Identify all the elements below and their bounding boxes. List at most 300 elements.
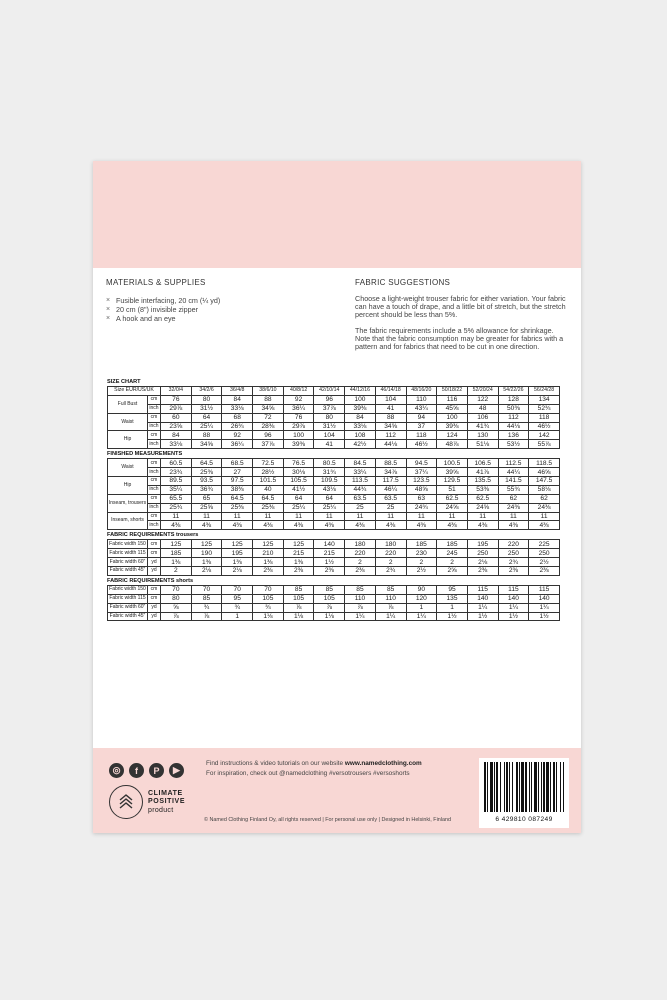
unit-cell: inch xyxy=(149,504,159,511)
value-cell: 31½ xyxy=(314,422,345,431)
social-icons xyxy=(109,763,184,778)
table-section-title: FABRIC REQUIREMENTS shorts xyxy=(107,577,194,584)
value-cell: 118.5 xyxy=(529,459,560,468)
value-cell: 2⅜ xyxy=(345,567,376,576)
value-cell: 84 xyxy=(222,395,253,404)
value-cell: 41⅞ xyxy=(467,468,498,477)
supply-item xyxy=(106,296,306,305)
barcode-bar xyxy=(553,762,555,812)
table-row xyxy=(108,558,560,567)
value-cell: 190 xyxy=(191,549,222,558)
value-cell: 64.5 xyxy=(222,494,253,503)
value-cell: 134 xyxy=(529,395,560,404)
unit-cell: yd xyxy=(148,603,161,612)
value-cell: 33⅛ xyxy=(161,440,192,449)
value-cell: 94 xyxy=(406,413,437,422)
value-cell: 70 xyxy=(253,585,284,594)
value-cell: 24⅝ xyxy=(437,503,468,512)
value-cell: 106.5 xyxy=(467,459,498,468)
value-cell: 185 xyxy=(161,549,192,558)
value-cell: 24⅝ xyxy=(467,503,498,512)
value-cell: 92 xyxy=(222,431,253,440)
value-cell: 94.5 xyxy=(406,459,437,468)
size-header-cell: 46/14/18 xyxy=(375,387,406,396)
value-cell: 108 xyxy=(345,431,376,440)
supply-item xyxy=(106,305,306,314)
measurement-table xyxy=(107,539,560,576)
size-header-cell: 54/22/26 xyxy=(498,387,529,396)
value-cell: 180 xyxy=(375,540,406,549)
value-cell: 55¾ xyxy=(498,485,529,494)
value-cell: 11 xyxy=(375,512,406,521)
value-cell: 129.5 xyxy=(437,477,468,486)
value-cell: 125 xyxy=(253,540,284,549)
value-cell: 104 xyxy=(314,431,345,440)
row-label: Hip xyxy=(108,477,148,495)
value-cell: 31¾ xyxy=(314,468,345,477)
row-label: Fabric width 115 xyxy=(109,595,146,602)
value-cell: 70 xyxy=(191,585,222,594)
value-cell: 115 xyxy=(467,585,498,594)
value-cell: 90 xyxy=(406,585,437,594)
value-cell: 64.5 xyxy=(191,459,222,468)
value-cell: 24⅜ xyxy=(529,503,560,512)
table-row xyxy=(108,485,560,494)
footer-info xyxy=(206,759,422,778)
value-cell: 1⅛ xyxy=(283,612,314,621)
value-cell: 34⅝ xyxy=(253,404,284,413)
value-cell: 25¾ xyxy=(161,503,192,512)
value-cell: 43⅛ xyxy=(314,485,345,494)
value-cell: 105 xyxy=(283,594,314,603)
value-cell: 128 xyxy=(498,395,529,404)
value-cell: 76.5 xyxy=(283,459,314,468)
value-cell: 53½ xyxy=(498,440,529,449)
value-cell: 45⅝ xyxy=(437,404,468,413)
row-label: Waist xyxy=(108,459,148,477)
value-cell: 25¼ xyxy=(283,503,314,512)
value-cell: 37⅞ xyxy=(314,404,345,413)
value-cell: 46⅝ xyxy=(529,468,560,477)
value-cell: 11 xyxy=(467,512,498,521)
value-cell: 39⅝ xyxy=(437,468,468,477)
value-cell: 36¾ xyxy=(191,485,222,494)
row-label: Fabric width 45" xyxy=(108,567,148,576)
value-cell: 51⅛ xyxy=(467,440,498,449)
value-cell: 88 xyxy=(191,431,222,440)
value-cell: 11 xyxy=(406,512,437,521)
website-line xyxy=(206,759,422,769)
value-cell: 2 xyxy=(406,558,437,567)
value-cell: 4⅜ xyxy=(529,521,560,530)
supply-item xyxy=(106,314,306,323)
value-cell: 85 xyxy=(345,585,376,594)
unit-cell: inch xyxy=(149,468,159,475)
barcode-bar xyxy=(563,762,564,812)
size-header-cell: 36/4/8 xyxy=(222,387,253,396)
youtube-icon[interactable]: ▶ xyxy=(169,763,184,778)
value-cell: 48⅝ xyxy=(406,485,437,494)
value-cell: 2½ xyxy=(406,567,437,576)
materials-title: MATERIALS & SUPPLIES xyxy=(106,278,206,287)
barcode-bar xyxy=(543,762,545,812)
value-cell: 36¼ xyxy=(222,440,253,449)
value-cell: 27 xyxy=(222,468,253,477)
table-row xyxy=(108,612,560,621)
value-cell: 125 xyxy=(283,540,314,549)
value-cell: 23⅝ xyxy=(161,422,192,431)
value-cell: 215 xyxy=(314,549,345,558)
value-cell: 68 xyxy=(222,413,253,422)
value-cell: 11 xyxy=(253,512,284,521)
value-cell: 39⅜ xyxy=(283,440,314,449)
value-cell: 40 xyxy=(253,485,284,494)
value-cell: 4⅜ xyxy=(161,521,192,530)
value-cell: 95 xyxy=(437,585,468,594)
table-row xyxy=(108,395,560,404)
value-cell: ¾ xyxy=(222,603,253,612)
barcode-bar xyxy=(546,762,549,812)
value-cell: 220 xyxy=(345,549,376,558)
value-cell: 4⅜ xyxy=(467,521,498,530)
value-cell: 1⅜ xyxy=(191,558,222,567)
row-label: Inseam, trousers xyxy=(108,494,148,512)
value-cell: 43¼ xyxy=(406,404,437,413)
value-cell: 33⅛ xyxy=(345,422,376,431)
unit-cell: cm xyxy=(148,431,161,440)
value-cell: 1 xyxy=(437,603,468,612)
value-cell: 118 xyxy=(529,413,560,422)
unit-cell: inch xyxy=(149,423,159,429)
size-header-label: Size EUR/US/UK xyxy=(108,387,161,396)
facebook-icon[interactable]: f xyxy=(129,763,144,778)
value-cell: 60 xyxy=(161,413,192,422)
barcode-number: 6 429810 087249 xyxy=(495,816,553,823)
value-cell: 4⅜ xyxy=(345,521,376,530)
size-header-cell: 34/2/6 xyxy=(191,387,222,396)
value-cell: 215 xyxy=(283,549,314,558)
value-cell: 1⅜ xyxy=(161,558,192,567)
size-header-cell: 52/20/24 xyxy=(467,387,498,396)
value-cell: 2⅜ xyxy=(498,567,529,576)
pinterest-icon[interactable]: P xyxy=(149,763,164,778)
barcode xyxy=(479,758,569,828)
unit-cell: inch xyxy=(149,486,159,493)
value-cell: 25¼ xyxy=(314,503,345,512)
row-label: Fabric width 115 xyxy=(109,549,146,556)
value-cell: 2 xyxy=(437,558,468,567)
supply-text: 20 cm (8") invisible zipper xyxy=(116,305,199,314)
table-row xyxy=(108,413,560,422)
table-row xyxy=(108,422,560,431)
value-cell: 33¼ xyxy=(345,468,376,477)
instagram-icon[interactable]: ◎ xyxy=(109,763,124,778)
value-cell: 52¾ xyxy=(529,404,560,413)
row-label: Full Bust xyxy=(108,395,148,413)
value-cell: 11 xyxy=(529,512,560,521)
value-cell: 118 xyxy=(406,431,437,440)
value-cell: 100 xyxy=(283,431,314,440)
supply-text: Fusible interfacing, 20 cm (¼ yd) xyxy=(116,296,221,305)
value-cell: 1¼ xyxy=(498,603,529,612)
size-header-cell: 48/16/20 xyxy=(406,387,437,396)
value-cell: 104 xyxy=(375,395,406,404)
value-cell: 88 xyxy=(253,395,284,404)
value-cell: 141.5 xyxy=(498,477,529,486)
value-cell: ¾ xyxy=(253,603,284,612)
value-cell: 41 xyxy=(375,404,406,413)
value-cell: 37⅞ xyxy=(253,440,284,449)
value-cell: 105.5 xyxy=(283,477,314,486)
value-cell: 48 xyxy=(467,404,498,413)
barcode-bar xyxy=(538,762,539,812)
barcode-bar xyxy=(519,762,520,812)
value-cell: 4⅜ xyxy=(253,521,284,530)
supply-text: A hook and an eye xyxy=(116,314,176,323)
size-header-cell: 50/18/22 xyxy=(437,387,468,396)
pink-header-band xyxy=(93,161,581,268)
table-row xyxy=(108,477,560,486)
value-cell: 29⅞ xyxy=(161,404,192,413)
size-header-cell: 42/10/14 xyxy=(314,387,345,396)
value-cell: 48⅞ xyxy=(437,440,468,449)
bullet-x-icon: × xyxy=(106,315,111,322)
value-cell: 122 xyxy=(467,395,498,404)
supplies-list xyxy=(106,296,306,323)
value-cell: 1⅜ xyxy=(253,558,284,567)
value-cell: 142 xyxy=(529,431,560,440)
value-cell: 76 xyxy=(161,395,192,404)
value-cell: 4⅜ xyxy=(222,521,253,530)
value-cell: 63 xyxy=(406,494,437,503)
table-row xyxy=(108,440,560,449)
value-cell: 140 xyxy=(498,594,529,603)
value-cell: 25⅜ xyxy=(253,503,284,512)
table-row xyxy=(108,404,560,413)
barcode-bar xyxy=(516,762,518,812)
climate-positive-text xyxy=(148,790,185,815)
size-header-cell: 44/12/16 xyxy=(345,387,376,396)
value-cell: 33⅛ xyxy=(222,404,253,413)
value-cell: ⅞ xyxy=(161,612,192,621)
pattern-back-cover xyxy=(93,161,581,833)
copyright: © Named Clothing Finland Oy, all rights reserved | For personal use only | Designed in Helsinki, Finland xyxy=(204,817,451,823)
value-cell: 1½ xyxy=(437,612,468,621)
measurement-table xyxy=(107,458,560,530)
barcode-bar xyxy=(500,762,501,812)
value-cell: 1¼ xyxy=(375,612,406,621)
barcode-bar xyxy=(512,762,513,812)
value-cell: 1⅛ xyxy=(253,612,284,621)
value-cell: 130 xyxy=(467,431,498,440)
website-prefix: Find instructions & video tutorials on our website xyxy=(206,760,345,767)
climate-positive-logo xyxy=(109,785,143,819)
unit-cell: cm xyxy=(148,512,161,521)
value-cell: 4⅜ xyxy=(375,521,406,530)
value-cell: 1½ xyxy=(467,612,498,621)
value-cell: 225 xyxy=(529,540,560,549)
value-cell: 39⅜ xyxy=(345,404,376,413)
value-cell: 1½ xyxy=(498,612,529,621)
value-cell: 58⅛ xyxy=(529,485,560,494)
barcode-bar xyxy=(490,762,493,812)
table-row xyxy=(108,585,560,594)
value-cell: 95 xyxy=(222,594,253,603)
barcode-bar xyxy=(556,762,557,812)
barcode-bar xyxy=(560,762,561,812)
value-cell: 70 xyxy=(161,585,192,594)
value-cell: 105 xyxy=(253,594,284,603)
barcode-bar xyxy=(487,762,488,812)
unit-cell: inch xyxy=(149,521,159,528)
value-cell: ⅞ xyxy=(191,612,222,621)
value-cell: 1¼ xyxy=(529,603,560,612)
value-cell: 112 xyxy=(375,431,406,440)
value-cell: 230 xyxy=(406,549,437,558)
value-cell: 68.5 xyxy=(222,459,253,468)
table-row xyxy=(108,503,560,512)
measurement-table xyxy=(107,386,560,449)
value-cell: ¾ xyxy=(191,603,222,612)
value-cell: 44⅛ xyxy=(498,422,529,431)
barcode-bar xyxy=(525,762,527,812)
value-cell: 115 xyxy=(529,585,560,594)
value-cell: 2 xyxy=(161,567,192,576)
value-cell: 97.5 xyxy=(222,477,253,486)
value-cell: 2⅜ xyxy=(253,567,284,576)
value-cell: 101.5 xyxy=(253,477,284,486)
value-cell: 11 xyxy=(498,512,529,521)
value-cell: 11 xyxy=(283,512,314,521)
value-cell: 147.5 xyxy=(529,477,560,486)
value-cell: 110 xyxy=(406,395,437,404)
value-cell: 125 xyxy=(161,540,192,549)
value-cell: 93.5 xyxy=(191,477,222,486)
value-cell: 28½ xyxy=(253,468,284,477)
value-cell: 100 xyxy=(437,413,468,422)
value-cell: 180 xyxy=(345,540,376,549)
value-cell: 120 xyxy=(406,594,437,603)
value-cell: 53⅜ xyxy=(467,485,498,494)
measurement-table xyxy=(107,585,560,622)
inspiration-line: For inspiration, check out @namedclothing #versotrousers #versoshorts xyxy=(206,769,410,777)
value-cell: 250 xyxy=(529,549,560,558)
value-cell: 23¾ xyxy=(161,468,192,477)
value-cell: 34⅝ xyxy=(375,422,406,431)
value-cell: 2 xyxy=(345,558,376,567)
value-cell: 100.5 xyxy=(437,459,468,468)
value-cell: 65 xyxy=(191,494,222,503)
value-cell: 29⅞ xyxy=(283,422,314,431)
value-cell: 85 xyxy=(314,585,345,594)
size-header-cell: 38/6/10 xyxy=(253,387,284,396)
table-row xyxy=(108,459,560,468)
value-cell: 41¾ xyxy=(467,422,498,431)
value-cell: 11 xyxy=(437,512,468,521)
value-cell: 1½ xyxy=(314,558,345,567)
value-cell: ⅞ xyxy=(314,603,345,612)
website-link[interactable]: www.namedclothing.com xyxy=(344,760,422,767)
barcode-bar xyxy=(496,762,498,812)
unit-cell: cm xyxy=(148,413,161,422)
row-label: Waist xyxy=(108,413,148,431)
value-cell: 2 xyxy=(375,558,406,567)
value-cell: 220 xyxy=(375,549,406,558)
value-cell: 2⅛ xyxy=(191,567,222,576)
value-cell: 62 xyxy=(529,494,560,503)
value-cell: 42½ xyxy=(345,440,376,449)
fabric-suggestions-title: FABRIC SUGGESTIONS xyxy=(355,278,451,287)
value-cell: 62.5 xyxy=(467,494,498,503)
value-cell: 25 xyxy=(345,503,376,512)
value-cell: 80.5 xyxy=(314,459,345,468)
value-cell: 185 xyxy=(437,540,468,549)
value-cell: 80 xyxy=(191,395,222,404)
value-cell: 2½ xyxy=(529,558,560,567)
value-cell: 125 xyxy=(191,540,222,549)
unit-cell: cm xyxy=(148,594,161,603)
value-cell: 11 xyxy=(161,512,192,521)
unit-cell: cm xyxy=(148,494,161,503)
value-cell: 65.5 xyxy=(161,494,192,503)
unit-cell: inch xyxy=(149,440,159,447)
unit-cell: cm xyxy=(148,540,161,549)
value-cell: 1¼ xyxy=(345,612,376,621)
value-cell: 4⅜ xyxy=(283,521,314,530)
value-cell: 62.5 xyxy=(437,494,468,503)
value-cell: 76 xyxy=(283,413,314,422)
value-cell: 44¾ xyxy=(345,485,376,494)
value-cell: 1⅜ xyxy=(283,558,314,567)
value-cell: 124 xyxy=(437,431,468,440)
size-header-cell: 40/8/12 xyxy=(283,387,314,396)
row-label: Fabric width 150 xyxy=(109,540,146,547)
value-cell: 25⅜ xyxy=(191,468,222,477)
value-cell: 2⅝ xyxy=(437,567,468,576)
value-cell: 63.5 xyxy=(375,494,406,503)
value-cell: 24¾ xyxy=(406,503,437,512)
value-cell: 64 xyxy=(191,413,222,422)
value-cell: 2¾ xyxy=(498,558,529,567)
value-cell: 46½ xyxy=(529,422,560,431)
table-row xyxy=(108,540,560,549)
value-cell: 4⅜ xyxy=(191,521,222,530)
value-cell: ⅝ xyxy=(161,603,192,612)
value-cell: 4⅜ xyxy=(314,521,345,530)
size-tables xyxy=(107,377,559,621)
value-cell: 2⅜ xyxy=(283,567,314,576)
value-cell: 220 xyxy=(498,540,529,549)
value-cell: ⅞ xyxy=(283,603,314,612)
value-cell: 4⅜ xyxy=(437,521,468,530)
value-cell: 34⅝ xyxy=(191,440,222,449)
value-cell: 110 xyxy=(375,594,406,603)
value-cell: 116 xyxy=(437,395,468,404)
table-row xyxy=(108,594,560,603)
value-cell: 1¼ xyxy=(467,603,498,612)
value-cell: 195 xyxy=(467,540,498,549)
value-cell: 96 xyxy=(314,395,345,404)
value-cell: 64 xyxy=(314,494,345,503)
value-cell: 25⅝ xyxy=(191,503,222,512)
value-cell: 34⅞ xyxy=(375,468,406,477)
table-section-title: FABRIC REQUIREMENTS trousers xyxy=(107,532,199,539)
value-cell: 250 xyxy=(498,549,529,558)
barcode-bar xyxy=(484,762,486,812)
value-cell: 1½ xyxy=(529,612,560,621)
value-cell: 31½ xyxy=(191,404,222,413)
row-label: Hip xyxy=(108,431,148,449)
